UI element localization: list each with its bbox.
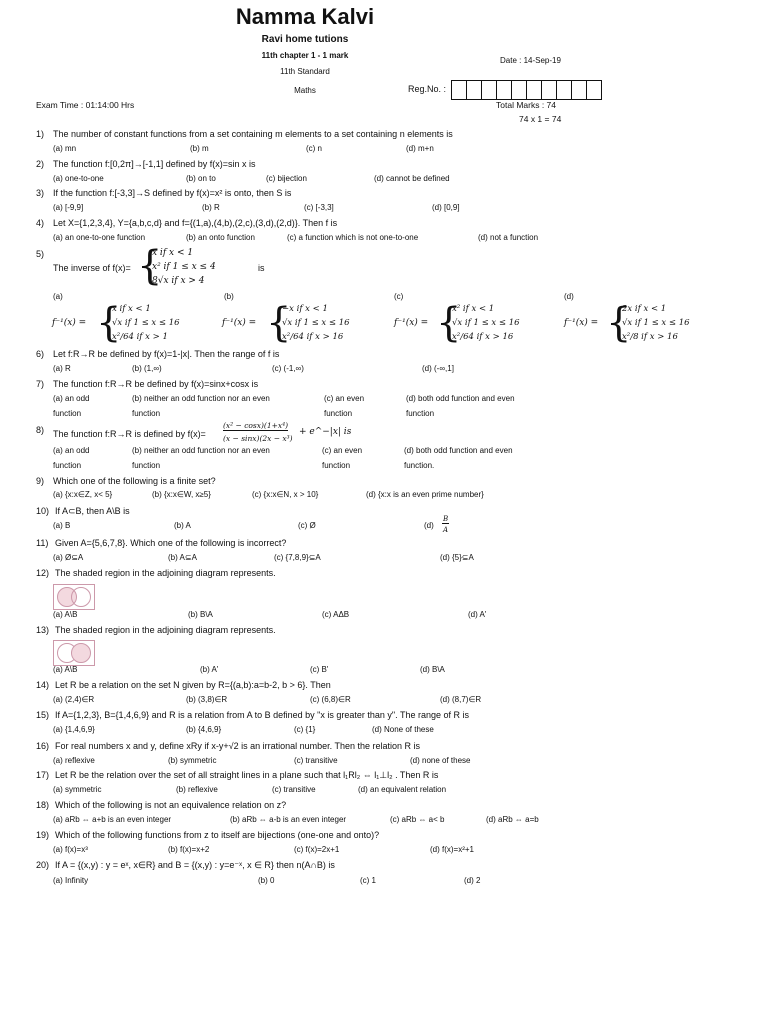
question-7-text: The function f:R→R be defined by f(x)=sinx+cosx is	[53, 379, 259, 389]
question-13-text: The shaded region in the adjoining diagram represents.	[55, 625, 276, 635]
question-8-number: 8)	[36, 425, 45, 435]
question-3-option-d: (d) [0,9]	[432, 203, 460, 212]
question-3-text: If the function f:[-3,3]→S defined by f(x)=x² is onto, then S is	[53, 188, 292, 198]
question-11-text: Given A={5,6,7,8}. Which one of the following is incorrect?	[55, 538, 287, 548]
question-8-option-c: (c) an even	[322, 446, 363, 455]
q5-c-case-2: √x if 1 ≤ x ≤ 16	[452, 318, 520, 328]
question-6-text: Let f:R→R be defined by f(x)=1-|x|. Then the range of f is	[53, 349, 280, 359]
question-5-option-b: (b)	[224, 292, 234, 301]
question-16-text: For real numbers x and y, define xRy if x-y+√2 is an irrational number. Then the relation R is	[55, 741, 421, 751]
question-10-text: If A⊂B, then A\B is	[55, 506, 130, 516]
question-12-option-c: (c) AΔB	[322, 610, 350, 619]
question-16-number: 16)	[36, 741, 50, 751]
question-12-option-d: (d) A'	[468, 610, 487, 619]
question-7-option-a-cont: function	[53, 409, 82, 418]
question-2-option-c: (c) bijection	[266, 174, 307, 183]
standard-label: 11th Standard	[280, 67, 330, 76]
question-16-option-b: (b) symmetric	[168, 756, 217, 765]
question-9-option-b: (b) {x:x∈W, x≥5}	[152, 490, 211, 499]
question-8-fraction-denominator: (x − sinx)(2x − x³)	[223, 434, 293, 443]
question-13-option-c: (c) B'	[310, 665, 329, 674]
document-subtitle: Ravi home tutions	[261, 34, 349, 45]
question-13-number: 13)	[36, 625, 50, 635]
question-2-option-b: (b) on to	[186, 174, 216, 183]
q5-d-case-1: 2x if x < 1	[622, 304, 667, 314]
question-10-option-b: (b) A	[174, 521, 191, 530]
question-15-option-d: (d) None of these	[372, 725, 434, 734]
question-3-number: 3)	[36, 188, 45, 198]
question-7-option-b: (b) neither an odd function nor an even	[132, 394, 270, 403]
question-17-option-a: (a) symmetric	[53, 785, 102, 794]
q5-b-case-2: √x if 1 ≤ x ≤ 16	[282, 318, 350, 328]
question-18-text: Which of the following is not an equivalence relation on z?	[55, 800, 287, 810]
q5-c-brace: {	[436, 300, 462, 346]
question-5-case-1: x if x < 1	[152, 248, 194, 258]
question-18-number: 18)	[36, 800, 50, 810]
question-8-option-b: (b) neither an odd function nor an even	[132, 446, 270, 455]
q5-c-case-1: x² if x < 1	[452, 304, 495, 314]
question-9-option-a: (a) {x:x∈Z, x< 5}	[53, 490, 113, 499]
question-18-option-c: (c) aRb ⇔ a< b	[390, 815, 445, 824]
question-7-option-d-cont: function	[406, 409, 435, 418]
question-15-option-a: (a) {1,4,6,9}	[53, 725, 95, 734]
question-11-option-d: (d) {5}⊆A	[440, 553, 474, 562]
question-8-option-a: (a) an odd	[53, 446, 90, 455]
question-15-number: 15)	[36, 710, 50, 720]
question-17-option-c: (c) transitive	[272, 785, 316, 794]
question-16-option-a: (a) reflexive	[53, 756, 95, 765]
question-5-case-2: x² if 1 ≤ x ≤ 4	[152, 262, 216, 272]
question-4-option-d: (d) not a function	[478, 233, 539, 242]
subject-label: Maths	[294, 86, 316, 95]
question-9-number: 9)	[36, 476, 45, 486]
question-10-option-d: (d)	[424, 521, 434, 530]
question-20-option-c: (c) 1	[360, 876, 376, 885]
question-10-option-d-numerator: B	[443, 515, 449, 523]
q5-a-brace: {	[96, 300, 122, 346]
question-8-option-c-cont: function	[322, 461, 351, 470]
question-11-option-b: (b) A⊆A	[168, 553, 197, 562]
question-8-text-tail: + e^−|x| is	[299, 427, 352, 437]
question-19-number: 19)	[36, 830, 50, 840]
question-3-option-a: (a) [-9,9]	[53, 203, 84, 212]
question-7-option-c: (c) an even	[324, 394, 365, 403]
question-2-option-d: (d) cannot be defined	[374, 174, 450, 183]
question-11-option-c: (c) {7,8,9}⊆A	[274, 553, 321, 562]
question-2-number: 2)	[36, 159, 45, 169]
question-15-option-c: (c) {1}	[294, 725, 316, 734]
question-19-option-c: (c) f(x)=2x+1	[294, 845, 340, 854]
question-10-option-c: (c) Ø	[298, 521, 316, 530]
question-17-number: 17)	[36, 770, 50, 780]
question-14-number: 14)	[36, 680, 50, 690]
q5-b-label: f⁻¹(x) =	[222, 318, 257, 328]
q5-d-case-2: √x if 1 ≤ x ≤ 16	[622, 318, 690, 328]
question-20-option-b: (b) 0	[258, 876, 275, 885]
question-18-option-a: (a) aRb ⇔ a+b is an even integer	[53, 815, 172, 824]
question-4-number: 4)	[36, 218, 45, 228]
question-2-option-a: (a) one-to-one	[53, 174, 104, 183]
question-13-venn-diagram	[53, 640, 95, 666]
question-5-brace: {	[137, 243, 163, 289]
question-17-text: Let R be the relation over the set of all straight lines in a plane such that l₁Rl₂ ⇔ l₁⊥l₂ . Then R is	[55, 770, 439, 780]
question-7-option-b-cont: function	[132, 409, 161, 418]
question-6-option-b: (b) (1,∞)	[132, 364, 162, 373]
question-9-text: Which one of the following is a finite set?	[53, 476, 216, 486]
question-16-option-d: (d) none of these	[410, 756, 471, 765]
reg-no-label: Reg.No. :	[408, 84, 447, 94]
question-4-option-a: (a) an one-to-one function	[53, 233, 146, 242]
q5-a-case-1: x if x < 1	[112, 304, 151, 314]
question-20-option-d: (d) 2	[464, 876, 481, 885]
question-7-option-c-cont: function	[324, 409, 353, 418]
question-8-fraction-numerator: (x² − cosx)(1+x⁴)	[223, 421, 289, 430]
question-8-option-d: (d) both odd function and even	[404, 446, 513, 455]
question-13-option-d: (d) B\A	[420, 665, 445, 674]
reg-no-boxes[interactable]	[451, 80, 602, 100]
question-19-text: Which of the following functions from z to itself are bijections (one-one and onto)?	[55, 830, 380, 840]
question-9-option-c: (c) {x:x∈N, x > 10}	[252, 490, 319, 499]
question-6-option-a: (a) R	[53, 364, 71, 373]
exam-date: Date : 14-Sep-19	[500, 56, 561, 65]
question-14-option-b: (b) (3,8)∈R	[186, 695, 228, 704]
question-12-number: 12)	[36, 568, 50, 578]
question-17-option-d: (d) an equivalent relation	[358, 785, 447, 794]
question-13-option-b: (b) A'	[200, 665, 219, 674]
question-14-option-a: (a) (2,4)∈R	[53, 695, 95, 704]
question-4-text: Let X={1,2,3,4}, Y={a,b,c,d} and f={(1,a),(4,b),(2,c),(3,d),(2,d)}. Then f is	[53, 218, 338, 228]
marks-calculation: 74 x 1 = 74	[519, 114, 562, 124]
question-8-option-a-cont: function	[53, 461, 82, 470]
q5-a-case-2: √x if 1 ≤ x ≤ 16	[112, 318, 180, 328]
question-3-option-b: (b) R	[202, 203, 220, 212]
question-10-option-d-denominator: A	[443, 526, 449, 534]
question-10-option-a: (a) B	[53, 521, 71, 530]
question-14-option-d: (d) (8,7)∈R	[440, 695, 482, 704]
document-title: Namma Kalvi	[235, 4, 375, 29]
question-1-option-a: (a) mn	[53, 144, 77, 153]
question-3-option-c: (c) [-3,3]	[304, 203, 334, 212]
question-5-option-a: (a)	[53, 292, 63, 301]
exam-time: Exam Time : 01:14:00 Hrs	[36, 100, 135, 110]
question-11-number: 11)	[36, 538, 49, 548]
question-1-option-c: (c) n	[306, 144, 322, 153]
question-15-text: If A={1,2,3}, B={1,4,6,9} and R is a relation from A to B defined by "x is greater than y". The range of R is	[55, 710, 469, 720]
question-13-option-a: (a) A\B	[53, 665, 78, 674]
question-19-option-b: (b) f(x)=x+2	[168, 845, 210, 854]
question-5-text: The inverse of f(x)=	[53, 263, 131, 273]
question-5-option-c: (c)	[394, 292, 404, 301]
question-8-text: The function f:R→R is defined by f(x)=	[53, 429, 206, 439]
question-5-text-tail: is	[258, 263, 265, 273]
question-1-number: 1)	[36, 129, 45, 139]
question-1-option-d: (d) m+n	[406, 144, 434, 153]
q5-b-case-1: −x if x < 1	[282, 304, 328, 314]
question-8-option-b-cont: function	[132, 461, 161, 470]
question-12-venn-diagram	[53, 584, 95, 610]
question-18-option-d: (d) aRb ⇔ a=b	[486, 815, 539, 824]
question-15-option-b: (b) {4,6,9}	[186, 725, 222, 734]
question-4-option-c: (c) a function which is not one-to-one	[287, 233, 419, 242]
question-1-option-b: (b) m	[190, 144, 209, 153]
question-7-option-a: (a) an odd	[53, 394, 90, 403]
question-16-option-c: (c) transitive	[294, 756, 338, 765]
question-18-option-b: (b) aRb ⇔ a-b is an even integer	[230, 815, 347, 824]
question-20-number: 20)	[36, 860, 50, 870]
question-5-option-d: (d)	[564, 292, 574, 301]
question-14-option-c: (c) (6,8)∈R	[310, 695, 351, 704]
q5-a-label: f⁻¹(x) =	[52, 318, 87, 328]
q5-c-label: f⁻¹(x) =	[394, 318, 429, 328]
total-marks: Total Marks : 74	[496, 100, 556, 110]
question-10-number: 10)	[36, 506, 50, 516]
q5-d-case-3: x²/8 if x > 16	[622, 332, 678, 342]
question-17-option-b: (b) reflexive	[176, 785, 218, 794]
question-19-option-d: (d) f(x)=x²+1	[430, 845, 475, 854]
question-7-number: 7)	[36, 379, 45, 389]
question-19-option-a: (a) f(x)=x³	[53, 845, 88, 854]
question-8-option-d-cont: function.	[404, 461, 435, 470]
question-11-option-a: (a) Ø⊆A	[53, 553, 84, 562]
q5-b-brace: {	[266, 300, 292, 346]
q5-a-case-3: x²/64 if x > 1	[112, 332, 168, 342]
question-6-option-c: (c) (-1,∞)	[272, 364, 304, 373]
q5-d-label: f⁻¹(x) =	[564, 318, 599, 328]
question-5-case-3: 8√x if x > 4	[152, 276, 205, 286]
q5-c-case-3: x²/64 if x > 16	[452, 332, 514, 342]
question-14-text: Let R be a relation on the set N given by R={(a,b):a=b-2, b > 6}. Then	[55, 680, 331, 690]
question-6-number: 6)	[36, 349, 45, 359]
question-6-option-d: (d) (-∞,1]	[422, 364, 454, 373]
question-2-text: The function f:[0,2π]→[-1,1] defined by f(x)=sin x is	[53, 159, 256, 169]
question-12-text: The shaded region in the adjoining diagram represents.	[55, 568, 276, 578]
q5-d-brace: {	[606, 300, 632, 346]
question-20-text: If A = {(x,y) : y = eˣ, x∈R} and B = {(x,y) : y=e⁻ˣ, x ∈ R} then n(A∩B) is	[55, 860, 335, 870]
question-20-option-a: (a) Infinity	[53, 876, 89, 885]
question-7-option-d: (d) both odd function and even	[406, 394, 515, 403]
question-9-option-d: (d) {x:x is an even prime number}	[366, 490, 484, 499]
chapter-label: 11th chapter 1 - 1 mark	[261, 51, 349, 60]
question-1-text: The number of constant functions from a set containing m elements to a set containing n elements is	[53, 129, 453, 139]
q5-b-case-3: x²/64 if x > 16	[282, 332, 344, 342]
question-4-option-b: (b) an onto function	[186, 233, 255, 242]
question-12-option-a: (a) A\B	[53, 610, 78, 619]
question-12-option-b: (b) B\A	[188, 610, 213, 619]
question-5-number: 5)	[36, 249, 45, 259]
